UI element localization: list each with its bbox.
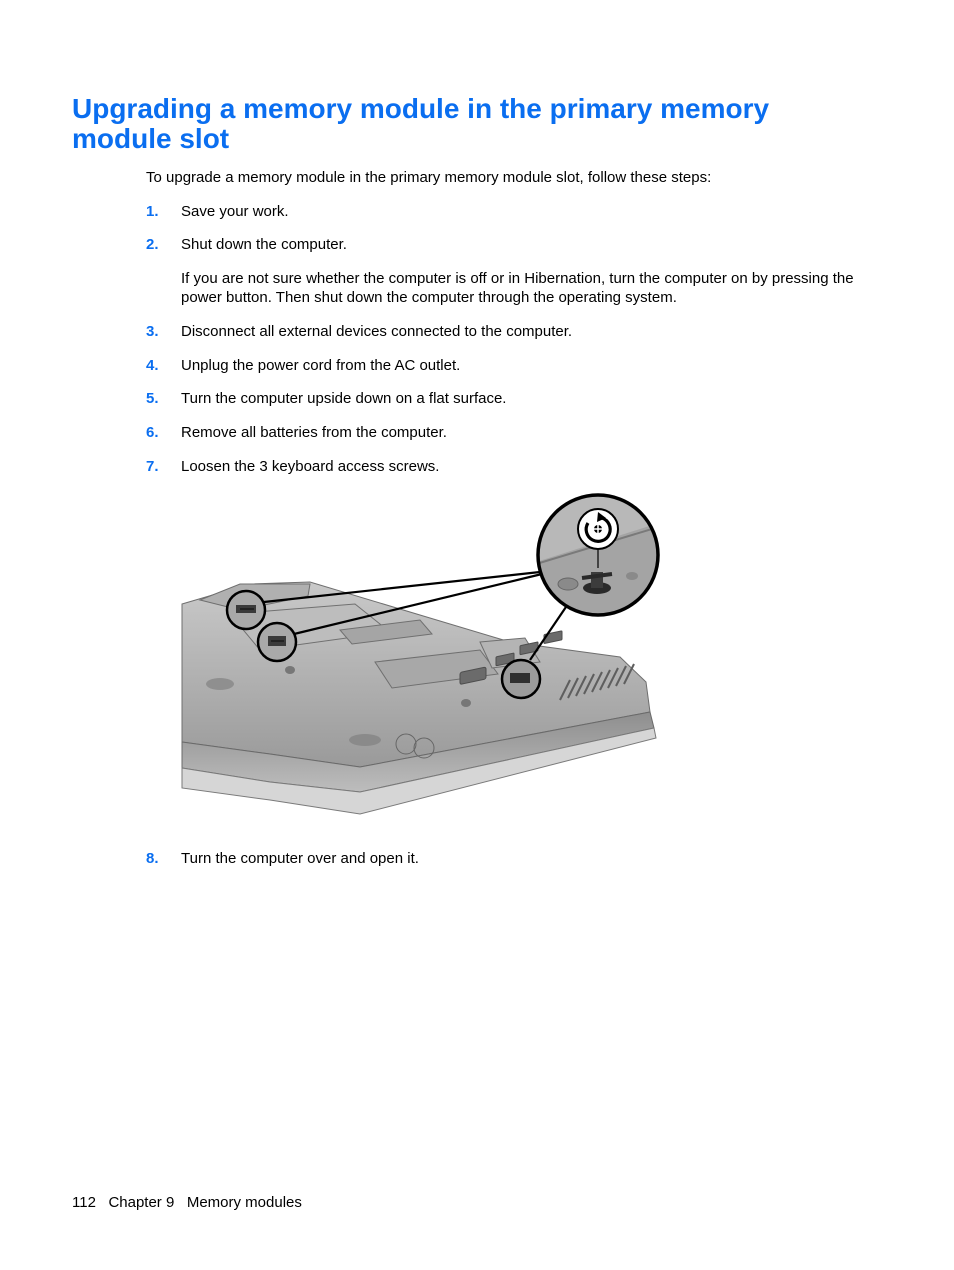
screw-callout-3: [502, 660, 540, 698]
intro-text: To upgrade a memory module in the primary memory module slot, follow these steps:: [146, 169, 712, 186]
step-number: 3.: [146, 323, 159, 340]
page-title: Upgrading a memory module in the primary memory module slot: [72, 93, 770, 154]
step-number: 7.: [146, 458, 159, 475]
step-number: 2.: [146, 236, 159, 253]
rotate-counterclockwise-icon: [578, 509, 618, 549]
step-text: Loosen the 3 keyboard access screws.: [181, 458, 440, 475]
screw-callout-2: [258, 623, 296, 661]
step-note: If you are not sure whether the computer is off or in Hibernation, turn the computer on by pressing the power button. Then shut down the computer through the operating system.: [181, 270, 854, 306]
page-footer: [72, 1193, 302, 1212]
laptop-underside-illustration: [180, 492, 662, 824]
step-text: Turn the computer upside down on a flat surface.: [181, 390, 507, 407]
step-number: 5.: [146, 390, 159, 407]
step-text: Turn the computer over and open it.: [181, 850, 419, 867]
step-number: 8.: [146, 850, 159, 867]
step-text: Unplug the power cord from the AC outlet.: [181, 357, 461, 374]
section-label: Memory modules: [186, 1194, 302, 1211]
screw-callout-1: [227, 591, 265, 629]
step-text: Remove all batteries from the computer.: [181, 424, 447, 441]
step-text: Shut down the computer.: [181, 236, 347, 253]
chapter-label: Chapter 9: [108, 1194, 175, 1211]
page-number: 112: [72, 1194, 96, 1211]
step-number: 4.: [146, 357, 159, 374]
step-number: 6.: [146, 424, 159, 441]
step-text: Save your work.: [181, 203, 289, 220]
step-text: Disconnect all external devices connected to the computer.: [181, 323, 573, 340]
step-number: 1.: [146, 203, 159, 220]
